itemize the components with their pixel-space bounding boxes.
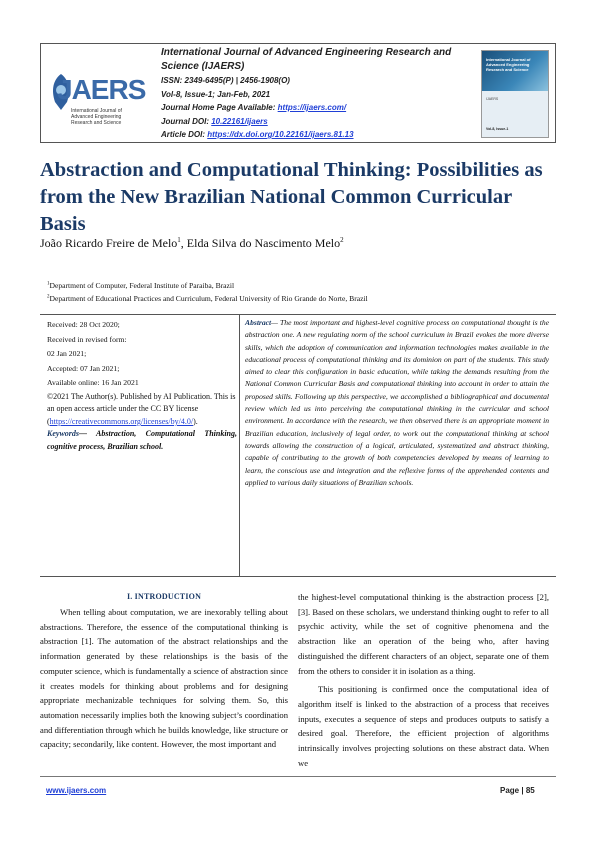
journal-volume: Vol-8, Issue-1; Jan-Feb, 2021 [161, 89, 271, 99]
license-link[interactable]: https://creativecommons.org/licenses/by/4.0/ [49, 416, 194, 426]
journal-home-line [161, 101, 476, 115]
author-2: Elda Silva do Nascimento Melo [186, 236, 341, 250]
author-2-sup: 2 [340, 236, 344, 244]
paper-title: Abstraction and Computational Thinking: Possibilities as from the New Brazilian National Common Curricular Basis [40, 159, 543, 235]
author-line [40, 236, 344, 251]
abstract-text: — The most important and highest-level cognitive process on computational thought is the abstraction one. A new regulating norm of the school curriculum in Brazil evokes the more diverse skills, which the adoption of communication and information technologies makes available in the educational process of computational thinking and its dominion on part of the students. This study aimed to clear this configuration in basic education, while taking the demands resulting from the National Common Curricular Basis and computational thinking into account in order to attain the proposed skills. Following up this perspective, we accomplished a bibliographical and documental review which led us into perceiving the computational thinking in the curricular and school environment. In accordance with the research, we then observed there is an appropriate moment in Brazilian education, inclusively of legal order, to work out the computational thinking at school towards allowing the construction of a logical, articulated, systematized and abstract thinking, capable of contributing to the growth of both competencies developed by means of learning to learn, the conscious use and integration and the reflexive forms of the apprehended contents and applied to various daily situations of Brazilian schools. [245, 318, 549, 487]
home-link[interactable]: https://ijaers.com/ [277, 103, 347, 112]
affiliation-2-text: Department of Educational Practices and Curriculum, Federal University of Rio Grande do Norte, Brazil [49, 294, 368, 303]
left-column [40, 605, 288, 752]
logo-wordmark: JAERS [57, 74, 146, 105]
page-label: Page [500, 786, 520, 795]
paragraph: the highest-level computational thinking is the abstraction process [2], [3]. Based on these scholars, we understand thinking ought to refer to all psychic activity, while the set of cognitive phenomena and the abstraction like an operation of the being who, after having distinguished the different characters of an object, separate one of them from the others to consider it in isolation as a thing. [298, 592, 549, 676]
page-number [500, 786, 535, 795]
abstract-label: Abstract [245, 318, 272, 327]
article-doi-line [161, 128, 476, 142]
keywords [47, 428, 237, 453]
footer-website-link[interactable]: www.ijaers.com [46, 786, 107, 795]
info-box-divider [239, 314, 240, 576]
journal-issn: ISSN: 2349-6495(P) | 2456-1908(O) [161, 76, 290, 85]
journal-logo [47, 74, 146, 128]
right-column [298, 590, 549, 770]
accepted-date: Accepted: 07 Jan 2021; [47, 363, 120, 373]
journal-cover-thumbnail [481, 50, 549, 138]
journal-doi-line [161, 115, 476, 129]
affiliation-2 [47, 294, 368, 303]
affiliation-1-sup: 1 [47, 281, 50, 287]
keywords-text: — Abstraction, Computational Thinking, cognitive process, Brazilian school. [47, 429, 237, 451]
info-box-bottom-rule [40, 576, 556, 577]
page-number-value: 85 [525, 786, 535, 795]
license-end: ). [193, 416, 198, 426]
received-date: Received: 28 Oct 2020; [47, 320, 120, 329]
author-1-sup: 1 [177, 236, 181, 244]
license-text [47, 391, 237, 429]
abstract [245, 317, 549, 489]
info-box-top-rule [40, 314, 556, 315]
page-separator: | [519, 786, 526, 795]
journal-doi-link[interactable]: 10.22161/ijaers [211, 116, 268, 126]
cover-title: International Journal of Advanced Engineering Research and Science [486, 57, 531, 72]
author-separator: , [180, 236, 187, 250]
license-body: ©2021 The Author(s). Published by AI Publication. This is an open access article under the CC BY license ( [47, 391, 236, 426]
cover-subtitle: IJAERS [486, 97, 499, 101]
article-doi-link[interactable]: https://dx.doi.org/10.22161/ijaers.81.13 [207, 130, 354, 139]
affiliation-2-sup: 2 [47, 294, 50, 300]
affiliation-1-text: Department of Computer, Federal Institute of Paraiba, Brazil [49, 281, 235, 290]
logo-tagline: International Journal of Advanced Engineering Research and Science [71, 108, 122, 126]
journal-info [161, 46, 476, 142]
affiliation-1 [47, 281, 234, 290]
online-date: Available online: 16 Jan 2021 [47, 378, 139, 388]
home-label: Journal Home Page Available: [161, 103, 278, 112]
revised-date: 02 Jan 2021; [47, 349, 87, 359]
revised-label: Received in revised form: [47, 334, 127, 344]
footer-rule [40, 776, 556, 777]
doi-label: Journal DOI: [161, 116, 212, 126]
article-dates [47, 318, 237, 453]
paragraph: This positioning is confirmed once the computational idea of algorithm itself is linked to the abstraction of a process that receives inputs, executes a sequence of steps and produces outputs to satisfy a desired goal. Therefore, the efficient projection of algorithms intrinsically involves projecting solutions on these abstract data. When we [298, 684, 549, 768]
journal-title: International Journal of Advanced Engineering Research and Science (IJAERS) [161, 47, 452, 72]
cover-issue: Vol-8, Issue-1 [486, 127, 509, 131]
keywords-label: Keywords [47, 429, 79, 439]
section-heading-introduction: I. INTRODUCTION [126, 592, 202, 601]
author-1: João Ricardo Freire de Melo [40, 236, 178, 250]
paragraph: When telling about computation, we are inexorably telling about abstractions. Therefore, the essence of the computational thinking is abstraction [1]. The automation of the abstract relationships and the information generated by these relationships is the basis of the computer science, which is fundamentally a science of abstraction since it creates models for thinking about problems and for designing appropriate mechanizable techniques for solving them. So, this automation necessarily implies both the knowing subject’s coordination and differentiation through which he builds knowledge, like structure or capacity; secondarily, like content. However, the most important and [40, 607, 288, 750]
article-doi-label: Article DOI: [161, 130, 208, 139]
